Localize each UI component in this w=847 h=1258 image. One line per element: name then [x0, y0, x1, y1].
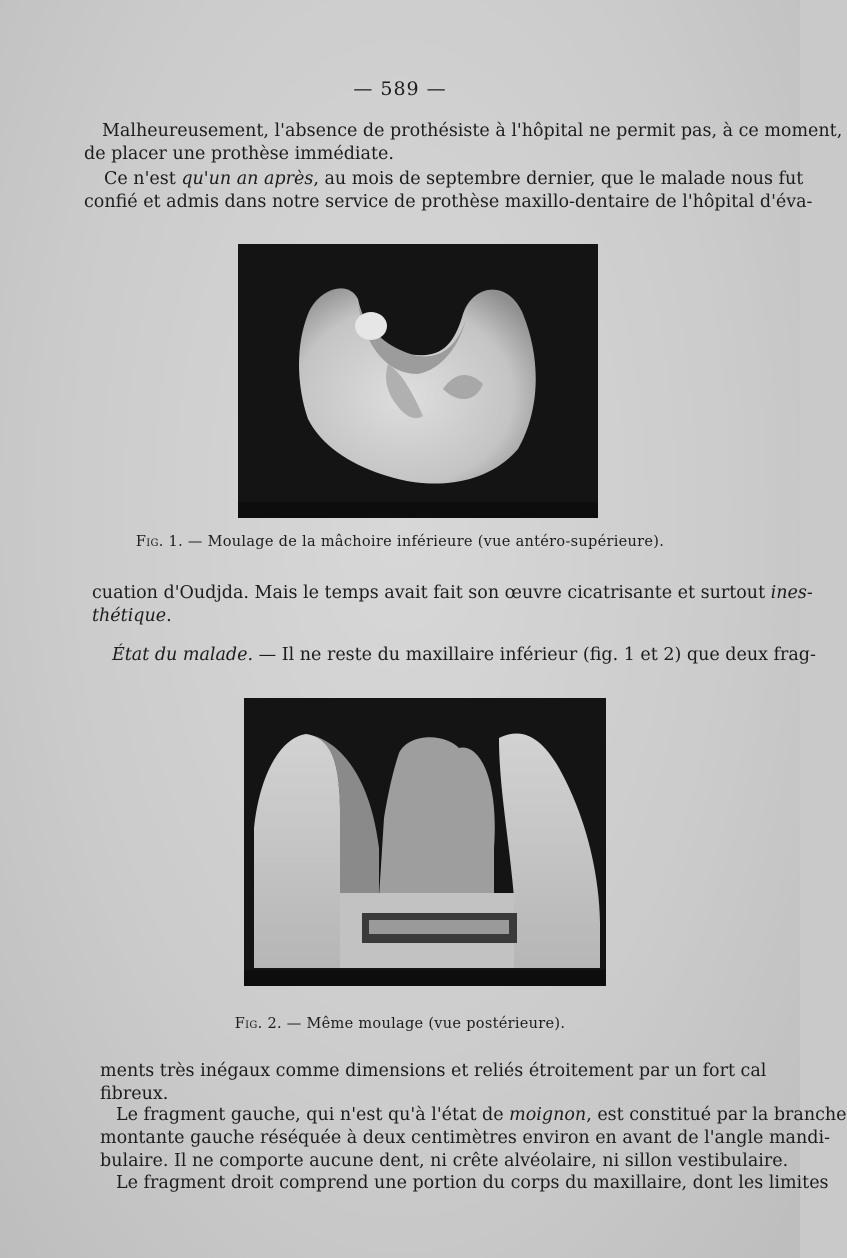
- para7-line1: Le fragment droit comprend une portion du corps du maxillaire, dont les limites: [116, 1173, 829, 1193]
- para1-line1: Malheureusement, l'absence de prothésiste à l'hôpital ne permit pas, à ce moment,: [102, 121, 843, 141]
- para6-emphasis: moignon: [509, 1105, 587, 1125]
- para2-emphasis: qu'un an après: [181, 169, 314, 189]
- paragraph-4: [92, 644, 816, 667]
- page-number: — 589 —: [353, 78, 447, 100]
- paragraph-5: [100, 1060, 767, 1106]
- para3-line1: [92, 582, 813, 605]
- para3-line2: [92, 605, 756, 628]
- para1-line2: de placer une prothèse immédiate.: [84, 144, 394, 164]
- para2-text-b: , au mois de septembre dernier, que le malade nous fut: [313, 169, 804, 189]
- para4-line1: [92, 644, 816, 667]
- para5-line1: ments très inégaux comme dimensions et reliés étroitement par un fort cal: [100, 1061, 767, 1081]
- para3-text-b: .: [166, 606, 172, 626]
- section-heading: État du malade.: [112, 645, 254, 665]
- para6-text-b: , est constitué par la branche: [586, 1105, 847, 1125]
- para2-line1: [84, 168, 804, 191]
- para6-line3: bulaire. Il ne comporte aucune dent, ni crête alvéolaire, ni sillon vestibulaire.: [100, 1151, 789, 1171]
- figure-1-label: Fig. 1.: [135, 534, 183, 550]
- para5-line2: fibreux.: [100, 1084, 169, 1104]
- paragraph-1: [84, 120, 843, 166]
- para4-text: — Il ne reste du maxillaire inférieur (fig. 1 et 2) que deux frag-: [253, 645, 816, 665]
- para6-text-a: Le fragment gauche, qui n'est qu'à l'état de: [116, 1105, 510, 1125]
- jaw-cast-posterior-view: [244, 698, 606, 986]
- paragraph-3: [92, 582, 813, 628]
- para3-text-a: cuation d'Oudjda. Mais le temps avait fait son œuvre cicatrisante et surtout: [92, 583, 771, 603]
- para2-text-a: Ce n'est: [104, 169, 182, 189]
- paragraph-7: [100, 1172, 829, 1195]
- figure-1-caption: [0, 534, 800, 550]
- figure-2-caption: [0, 1016, 800, 1032]
- paragraph-2: [84, 168, 813, 214]
- figure-2-label: Fig. 2.: [234, 1016, 282, 1032]
- figure-1-photo: [238, 244, 598, 518]
- paragraph-6: [100, 1104, 847, 1173]
- jaw-cast-anterior-view: [238, 244, 598, 518]
- para6-line2: montante gauche réséquée à deux centimètres environ en avant de l'angle mandi-: [100, 1128, 830, 1148]
- para2-line2: confié et admis dans notre service de prothèse maxillo-dentaire de l'hôpital d'éva-: [84, 192, 813, 212]
- para3-emphasis-2: thétique: [92, 606, 167, 626]
- figure-2-caption-text: — Même moulage (vue postérieure).: [281, 1016, 566, 1032]
- para3-emphasis-1: ines-: [770, 583, 813, 603]
- figure-1-caption-text: — Moulage de la mâchoire inférieure (vue antéro-supérieure).: [182, 534, 665, 550]
- figure-2-photo: [244, 698, 606, 986]
- para6-line1: [100, 1104, 847, 1127]
